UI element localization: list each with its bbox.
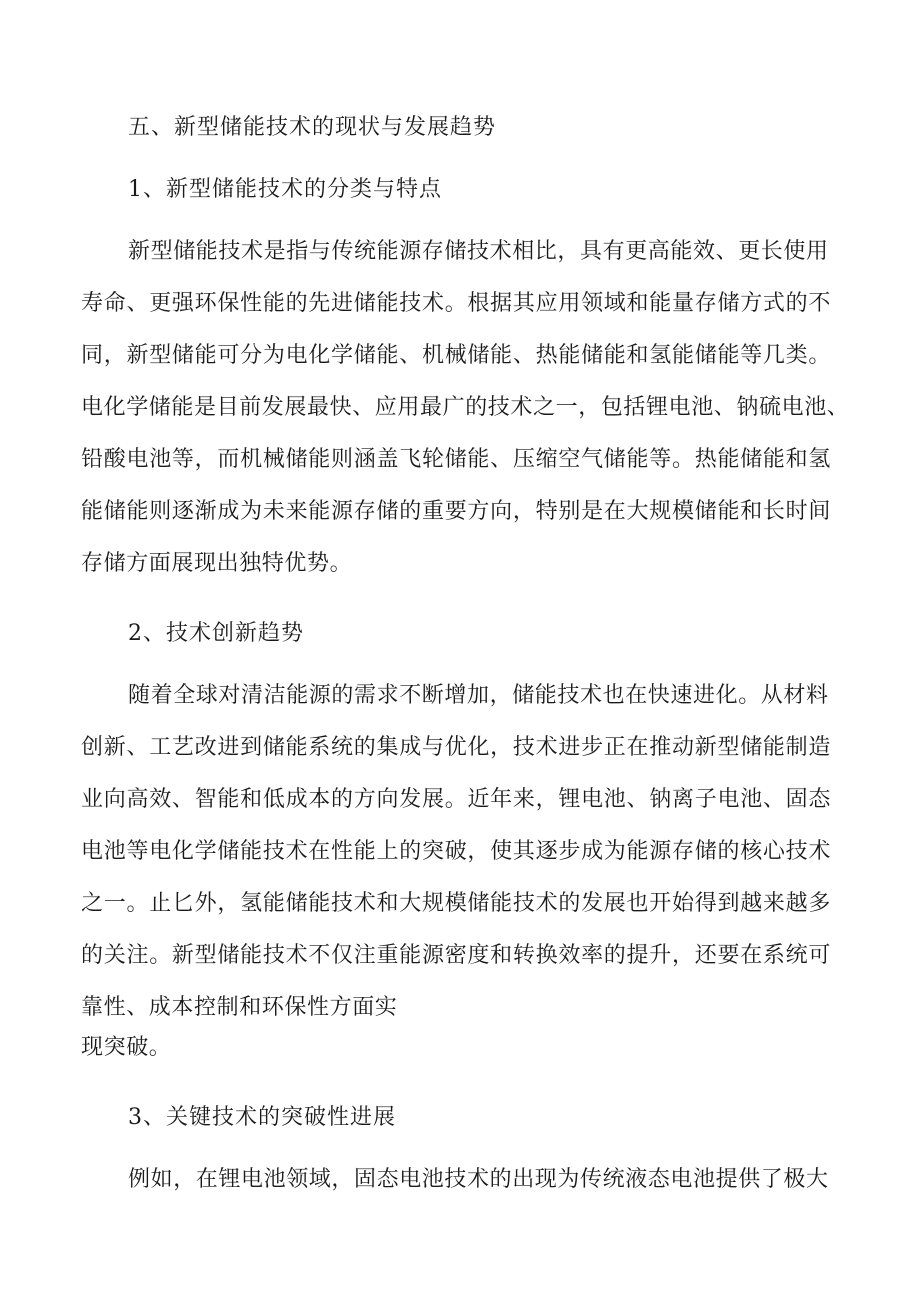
paragraph-2-line: 随着全球对清洁能源的需求不断增加，储能技术也在快速进化。从材料	[128, 683, 829, 708]
paragraph-2-line: 靠性、成本控制和环保性方面实	[81, 995, 398, 1020]
paragraph-1-line: 寿命、更强环保性能的先进储能技术。根据其应用领域和能量存储方式的不	[81, 291, 831, 316]
paragraph-2-line: 电池等电化学储能技术在性能上的突破，使其逐步成为能源存储的核心技术	[81, 839, 831, 864]
paragraph-2-line: 创新、工艺改进到储能系统的集成与优化，技术进步正在推动新型储能制造	[81, 735, 831, 760]
subsection-heading-1: 1、新型储能技术的分类与特点	[128, 177, 442, 202]
paragraph-1-line: 同，新型储能可分为电化学储能、机械储能、热能储能和氢能储能等几类。	[81, 343, 831, 368]
paragraph-1-line: 能储能则逐渐成为未来能源存储的重要方向，特别是在大规模储能和长时间	[81, 499, 831, 524]
paragraph-1-line: 铅酸电池等，而机械储能则涵盖飞轮储能、压缩空气储能等。热能储能和氢	[81, 447, 831, 472]
paragraph-1-line: 电化学储能是目前发展最快、应用最广的技术之一，包括锂电池、钠硫电池、	[81, 395, 850, 420]
paragraph-1-line: 存储方面展现出独特优势。	[81, 551, 353, 576]
section-heading: 五、新型储能技术的现状与发展趋势	[128, 115, 497, 140]
paragraph-3-line: 例如，在锂电池领域，固态电池技术的出现为传统液态电池提供了极大	[128, 1167, 829, 1192]
subsection-heading-3: 3、关键技术的突破性进展	[128, 1105, 396, 1130]
subsection-heading-2: 2、技术创新趋势	[128, 621, 304, 646]
paragraph-2-line: 之一。止匕外，氢能储能技术和大规模储能技术的发展也开始得到越来越多	[81, 891, 831, 916]
paragraph-2-line: 现突破。	[81, 1035, 172, 1060]
paragraph-2-line: 业向高效、智能和低成本的方向发展。近年来，锂电池、钠离子电池、固态	[81, 787, 831, 812]
paragraph-2-line: 的关注。新型储能技术不仅注重能源密度和转换效率的提升，还要在系统可	[81, 943, 831, 968]
paragraph-1-line: 新型储能技术是指与传统能源存储技术相比，具有更高能效、更长使用	[128, 239, 829, 264]
